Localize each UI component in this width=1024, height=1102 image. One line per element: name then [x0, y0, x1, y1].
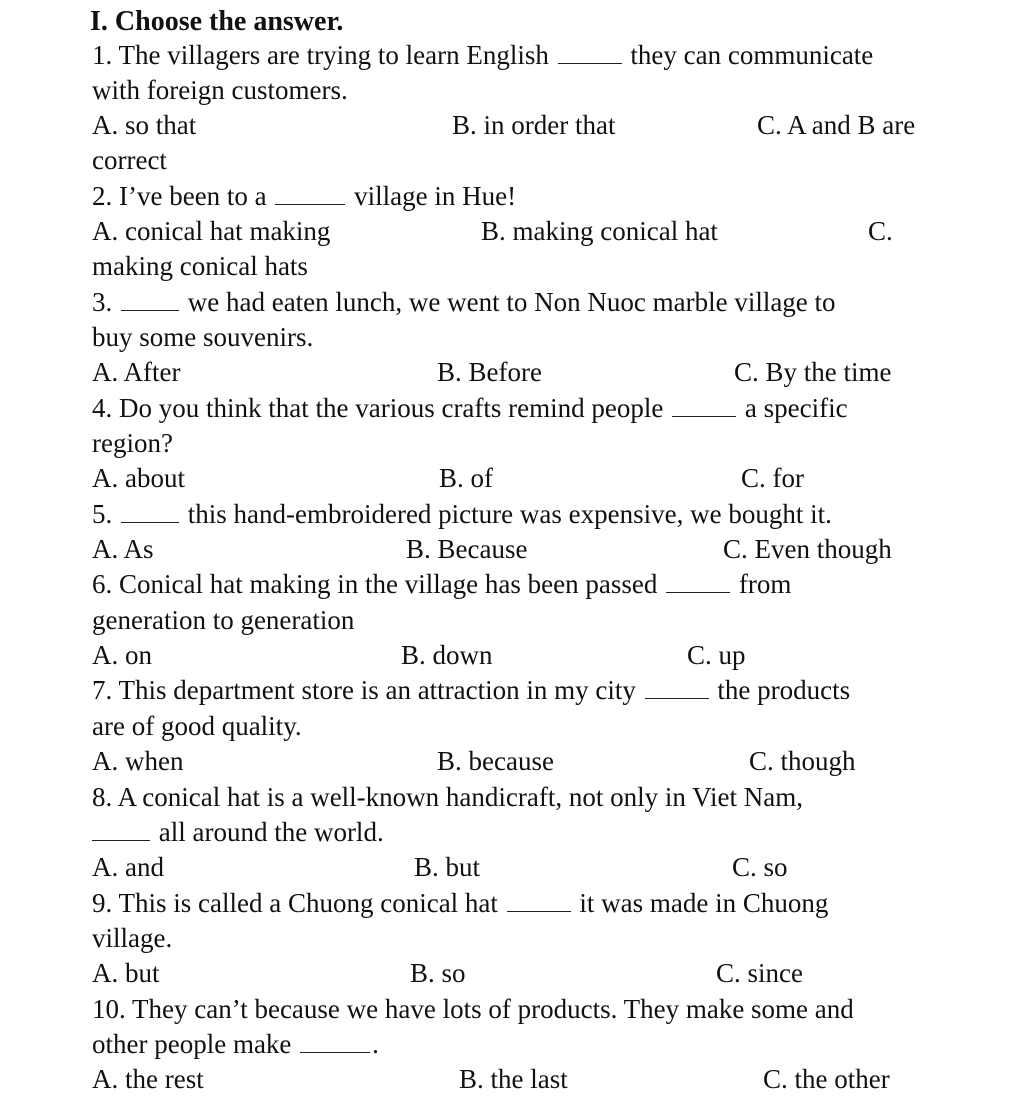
question-3-option-a[interactable]: A. After	[92, 357, 181, 387]
question-7-text-a: 7. This department store is an attraction in my city	[92, 675, 636, 705]
question-6-text-a: 6. Conical hat making in the village has been passed	[92, 569, 658, 599]
question-3-stem-cont: buy some souvenirs.	[92, 322, 314, 352]
question-9-stem-cont: village.	[92, 923, 173, 953]
question-5-option-c[interactable]: C. Even though	[723, 534, 892, 564]
question-1-stem	[92, 38, 873, 73]
answer-blank	[645, 678, 709, 699]
answer-blank	[92, 820, 150, 841]
question-9-option-b[interactable]: B. so	[410, 958, 466, 988]
question-7-option-a[interactable]: A. when	[92, 746, 184, 776]
question-4-stem-cont: region?	[92, 428, 173, 458]
question-10-text-a: other people make	[92, 1029, 292, 1059]
question-7-stem	[92, 673, 850, 708]
question-2-stem	[92, 179, 516, 214]
question-2-option-b[interactable]: B. making conical hat	[481, 216, 718, 246]
question-1-option-c-cont: correct	[92, 145, 167, 175]
question-8-option-b[interactable]: B. but	[414, 852, 481, 882]
question-4-text-b: a specific	[744, 393, 848, 423]
question-4-option-a[interactable]: A. about	[92, 463, 185, 493]
question-1-stem-cont: with foreign customers.	[92, 75, 348, 105]
answer-blank	[275, 184, 345, 205]
question-2-option-c[interactable]: C.	[868, 216, 893, 246]
question-6-option-a[interactable]: A. on	[92, 640, 152, 670]
question-2-option-a[interactable]: A. conical hat making	[92, 216, 331, 246]
question-6-stem-cont: generation to generation	[92, 605, 355, 635]
question-10-stem: 10. They can’t because we have lots of products. They make some and	[92, 994, 854, 1024]
question-6-option-c[interactable]: C. up	[687, 640, 746, 670]
question-5-text-b: this hand-embroidered picture was expensive, we bought it.	[187, 499, 832, 529]
question-3-text-a: 3.	[92, 287, 113, 317]
question-4-stem	[92, 391, 848, 426]
question-10-option-b[interactable]: B. the last	[459, 1064, 568, 1094]
question-9-option-a[interactable]: A. but	[92, 958, 160, 988]
question-3-option-c[interactable]: C. By the time	[734, 357, 892, 387]
answer-blank	[558, 43, 622, 64]
question-2-text-b: village in Hue!	[354, 181, 517, 211]
answer-blank	[507, 891, 571, 912]
answer-blank	[121, 502, 179, 523]
answer-blank	[300, 1032, 370, 1053]
question-7-text-b: the products	[717, 675, 851, 705]
question-7-option-b[interactable]: B. because	[437, 746, 554, 776]
question-9-text-b: it was made in Chuong	[579, 888, 829, 918]
question-7-option-c[interactable]: C. though	[749, 746, 856, 776]
question-1-text-b: they can communicate	[630, 40, 874, 70]
question-8-option-c[interactable]: C. so	[732, 852, 788, 882]
question-1-option-b[interactable]: B. in order that	[452, 110, 616, 140]
question-9-text-a: 9. This is called a Chuong conical hat	[92, 888, 498, 918]
answer-blank	[672, 396, 736, 417]
question-10-text-b: .	[372, 1029, 379, 1059]
question-10-stem-cont	[92, 1027, 379, 1062]
question-10-option-c[interactable]: C. the other	[763, 1064, 890, 1094]
question-3-stem	[92, 285, 836, 320]
answer-blank	[666, 572, 730, 593]
question-4-text-a: 4. Do you think that the various crafts remind people	[92, 393, 664, 423]
question-8-stem: 8. A conical hat is a well-known handicraft, not only in Viet Nam,	[92, 782, 803, 812]
question-8-stem-cont	[92, 815, 384, 850]
question-9-stem	[92, 886, 828, 921]
question-1-option-c[interactable]: C. A and B are	[757, 110, 916, 140]
question-8-option-a[interactable]: A. and	[92, 852, 164, 882]
question-7-stem-cont: are of good quality.	[92, 711, 302, 741]
question-4-option-b[interactable]: B. of	[439, 463, 493, 493]
question-4-option-c[interactable]: C. for	[741, 463, 804, 493]
question-5-stem	[92, 497, 832, 532]
question-10-option-a[interactable]: A. the rest	[92, 1064, 204, 1094]
question-6-text-b: from	[738, 569, 792, 599]
question-6-stem	[92, 567, 791, 602]
question-1-text-a: 1. The villagers are trying to learn English	[92, 40, 549, 70]
question-5-option-a[interactable]: A. As	[92, 534, 154, 564]
section-heading: I. Choose the answer.	[90, 6, 344, 37]
question-2-text-a: 2. I’ve been to a	[92, 181, 267, 211]
question-5-option-b[interactable]: B. Because	[406, 534, 528, 564]
question-1-option-a[interactable]: A. so that	[92, 110, 197, 140]
question-9-option-c[interactable]: C. since	[716, 958, 803, 988]
question-6-option-b[interactable]: B. down	[401, 640, 493, 670]
question-3-text-b: we had eaten lunch, we went to Non Nuoc marble village to	[187, 287, 836, 317]
question-5-text-a: 5.	[92, 499, 113, 529]
question-2-option-c-cont: making conical hats	[92, 251, 308, 281]
question-3-option-b[interactable]: B. Before	[437, 357, 542, 387]
question-8-text-b: all around the world.	[158, 817, 384, 847]
answer-blank	[121, 290, 179, 311]
